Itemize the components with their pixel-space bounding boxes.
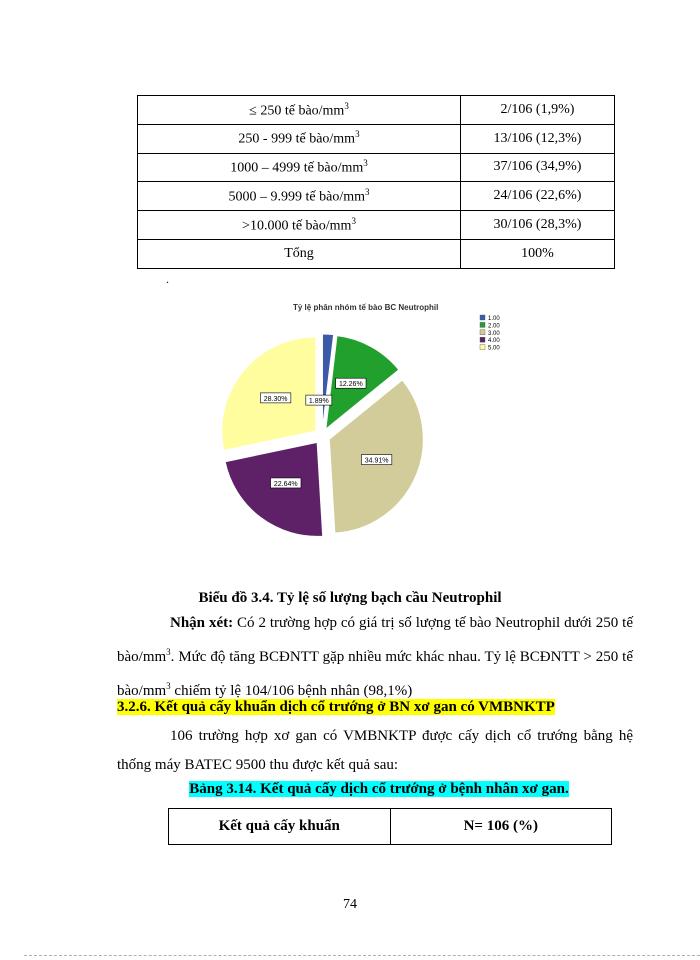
neutrophil-pie-chart	[205, 296, 505, 541]
legend-swatch	[480, 322, 485, 327]
data-label: 12.26%	[338, 381, 363, 389]
table-row-total	[138, 239, 615, 268]
data-label: 34.91%	[364, 457, 389, 465]
chart-title: Tỷ lệ phân nhóm tế bào BC Neutrophil	[293, 303, 439, 312]
table-row	[138, 96, 615, 125]
total-value: 100%	[461, 239, 615, 268]
table-row	[138, 182, 615, 211]
data-label: 1.89%	[308, 398, 329, 406]
legend-label: 1.00	[488, 316, 500, 322]
table-cell: 30/106 (28,3%)	[461, 211, 615, 240]
table-row	[138, 211, 615, 240]
table-header-row	[169, 809, 612, 845]
neutrophil-count-table	[137, 95, 615, 269]
remark-paragraph: Nhận xét: Có 2 trường hợp có giá trị số lượng tế bào Neutrophil dưới 250 tế bào/$mm^3$. Mức độ tăng BCĐNTT gặp nhiều mức khác nhau. Tỷ lệ BCĐNTT > 250 tế bào/$mm^3$ chiếm tỷ lệ 104/106 bệnh nhân (98,1%)	[117, 615, 633, 699]
legend-swatch	[480, 337, 485, 342]
table-cell: 24/106 (22,6%)	[461, 182, 615, 211]
legend-swatch	[480, 345, 485, 350]
table-row	[138, 124, 615, 153]
total-label: Tổng	[138, 239, 461, 268]
remark-lead: Nhận xét:	[170, 615, 234, 631]
table-cell: 1000 – 4999 tế bào/$mm^3$	[138, 153, 461, 182]
data-label: 22.64%	[273, 480, 298, 488]
culture-results-table	[168, 808, 612, 845]
pie-slice-4-00	[225, 442, 323, 536]
column-header: N= 106 (%)	[390, 809, 612, 845]
table-row	[138, 153, 615, 182]
table-cell: 13/106 (12,3%)	[461, 124, 615, 153]
table-cell: 5000 – 9.999 tế bào/$mm^3$	[138, 182, 461, 211]
table-cell: 2/106 (1,9%)	[461, 96, 615, 125]
table-cell: ≤ 250 tế bào/$mm^3$	[138, 96, 461, 125]
table-caption: Bảng 3.14. Kết quả cấy dịch cổ trướng ở bệnh nhân xơ gan.	[189, 781, 569, 797]
column-header: Kết quả cấy khuẩn	[169, 809, 391, 845]
legend-label: 3.00	[488, 330, 500, 337]
data-label: 28.30%	[263, 395, 288, 403]
table-cell: >10.000 tế bào/$mm^3$	[138, 211, 461, 240]
page-divider	[24, 955, 700, 956]
legend-label: 4.00	[488, 338, 500, 345]
table-cell: 250 - 999 tế bào/$mm^3$	[138, 124, 461, 153]
legend-swatch	[480, 315, 485, 320]
stray-dot: .	[166, 272, 169, 286]
legend-swatch	[480, 330, 485, 335]
legend-label: 2.00	[488, 323, 500, 330]
page-number: 74	[343, 897, 357, 912]
chart-legend	[480, 315, 500, 352]
legend-label: 5.00	[488, 345, 500, 352]
section-heading: 3.2.6. Kết quả cấy khuẩn dịch cổ trướng ở BN xơ gan có VMBNKTP	[117, 699, 555, 715]
chart-caption: Biểu đồ 3.4. Tỷ lệ số lượng bạch cầu Neutrophil	[198, 590, 502, 606]
table-cell: 37/106 (34,9%)	[461, 153, 615, 182]
pie-slices	[222, 334, 424, 536]
body-paragraph: 106 trường hợp xơ gan có VMBNKTP được cấy dịch cổ trướng bằng hệ thống máy BATEC 9500 thu được kết quả sau:	[117, 728, 633, 773]
